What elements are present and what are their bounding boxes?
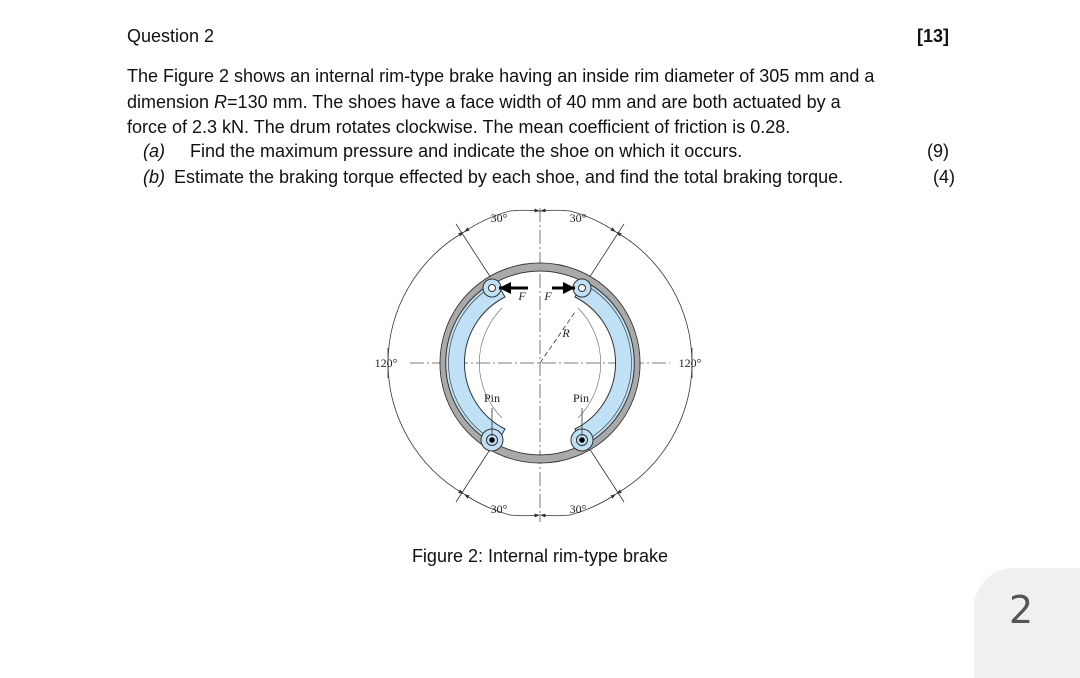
force-label-left: F xyxy=(518,289,526,303)
right-actuator-hole xyxy=(579,285,586,292)
dimension-arc-30 xyxy=(540,515,570,516)
page-number: 2 xyxy=(1009,588,1034,632)
angle-label-left: 120° xyxy=(374,356,398,370)
angle-label-right: 120° xyxy=(678,356,702,370)
question-body-line-3: force of 2.3 kN. The drum rotates clockwise. The mean coefficient of friction is 0.28. xyxy=(127,117,791,138)
body-text: dimension xyxy=(127,91,215,112)
pin-label-left: Pin xyxy=(483,391,501,405)
body-text: =130 mm. The shoes have a face width of 40 mm and are both actuated by a xyxy=(227,91,841,112)
question-marks: [13] xyxy=(916,26,949,46)
part-b-text: Estimate the braking torque effected by each shoe, and find the total braking torque. xyxy=(174,167,844,187)
extension-line xyxy=(456,448,491,502)
left-brake-shoe xyxy=(446,281,505,445)
question-body-line-2 xyxy=(127,90,957,116)
extension-line xyxy=(589,448,624,502)
question-title: Question 2 xyxy=(127,26,215,46)
dimension-arc-30 xyxy=(510,210,540,211)
angle-label-top-left: 30° xyxy=(490,211,508,225)
left-actuator-hole xyxy=(489,285,496,292)
right-pin-dot xyxy=(579,437,585,443)
angle-label-bottom-left: 30° xyxy=(490,502,508,516)
question-body xyxy=(127,64,957,141)
part-a-label: (a) xyxy=(143,141,165,161)
dimension-arc-30 xyxy=(540,210,570,211)
part-a xyxy=(143,141,955,167)
part-b-label: (b) xyxy=(143,167,165,187)
part-b-marks: (4) xyxy=(933,167,955,187)
radius-label: R xyxy=(562,326,570,340)
question-body-line-1: The Figure 2 shows an internal rim-type brake having an inside rim diameter of 305 mm and a xyxy=(127,66,875,86)
question-header xyxy=(127,26,949,52)
body-variable-r: R xyxy=(214,91,228,112)
part-b xyxy=(143,167,955,193)
radius-line xyxy=(540,312,575,363)
brake-diagram xyxy=(360,200,720,530)
left-pin-dot xyxy=(489,437,495,443)
angle-label-bottom-right: 30° xyxy=(569,502,587,516)
angle-label-top-right: 30° xyxy=(569,211,587,225)
extension-line xyxy=(456,224,491,278)
force-label-right: F xyxy=(544,289,552,303)
part-a-marks: (9) xyxy=(927,141,949,161)
pin-label-right: Pin xyxy=(572,391,590,405)
part-a-text: Find the maximum pressure and indicate the shoe on which it occurs. xyxy=(190,141,743,161)
brake-figure xyxy=(360,200,720,530)
figure-caption: Figure 2: Internal rim-type brake xyxy=(411,546,669,566)
dimension-arc-30 xyxy=(510,515,540,516)
extension-line xyxy=(589,224,624,278)
